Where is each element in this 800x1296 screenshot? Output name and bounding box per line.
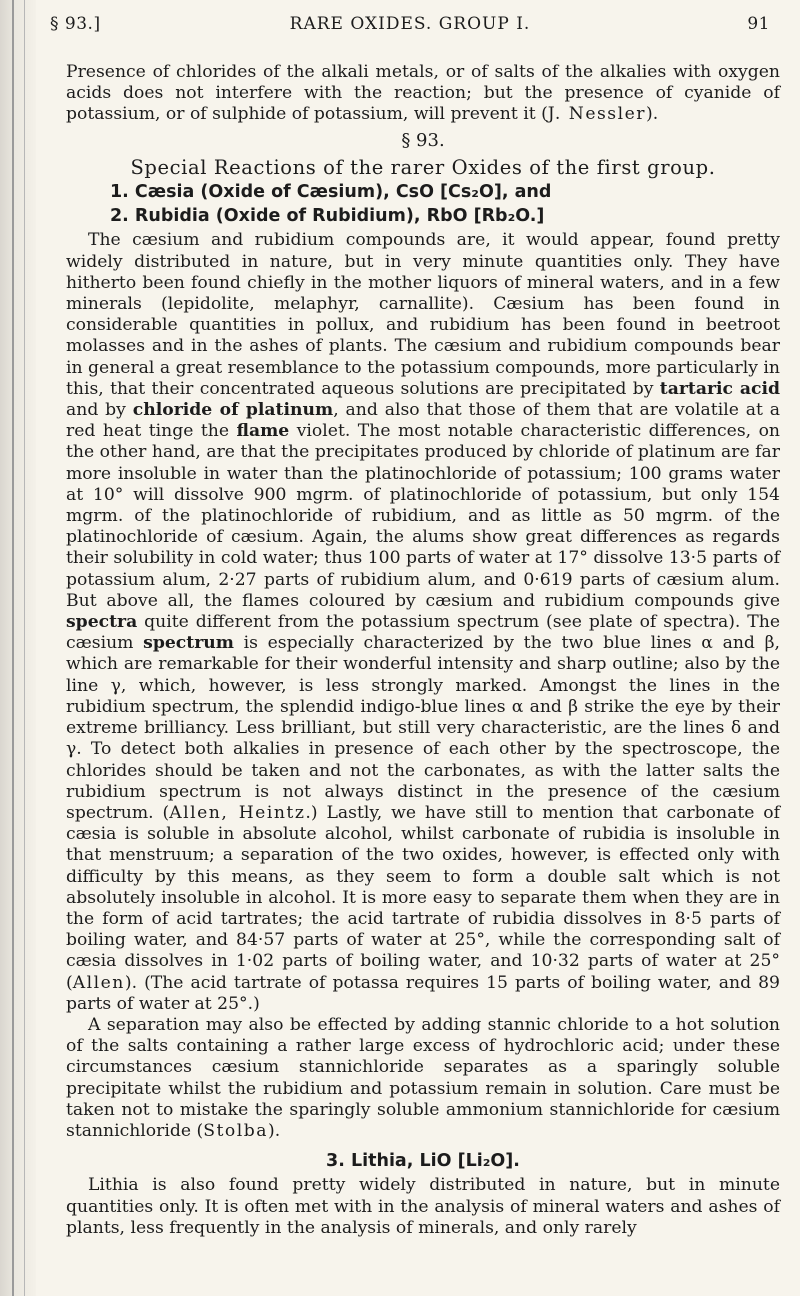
author-citation: Allen, Heintz <box>169 802 306 823</box>
paragraph-stannic-separation <box>66 1015 780 1142</box>
text-run: A separation may also be effected by adding stannic chloride to a hot solution of the salts containing a rather large excess of hydrochloric acid; under these circumstances cæsium stannichloride separates as a sparingly soluble precipitate whilst the rubidium and potassium remain in solution. Care must be taken not to mistake the sparingly soluble ammonium stannichloride for cæsium stannichloride ( <box>66 1014 780 1141</box>
text-run: , and also that those of them that are volatile at a red heat tinge the <box>66 400 780 442</box>
header-title: RARE OXIDES. GROUP I. <box>289 14 531 34</box>
bold-term: flame <box>236 421 290 442</box>
text-run: Presence of chlorides of the alkali metals, or of salts of the alkalies with oxygen acids does not interfere with the reaction; but the presence of cyanide of potassium, or of sulphide of potassium, will prevent it ( <box>66 62 780 125</box>
section-title: Special Reactions of the rarer Oxides of the first group. <box>130 155 716 179</box>
text-run: quite different from the potassium spectrum (see plate of spectra). The cæsium <box>66 612 780 654</box>
running-header <box>50 14 770 44</box>
text-run: ). (The acid tartrate of potassa requires 15 parts of boiling water, and 89 parts of water at 25°.) <box>66 972 780 1014</box>
bold-term: tartaric acid <box>659 378 781 399</box>
spine-edge-line <box>12 0 14 1296</box>
section-number: § 93. <box>401 129 445 151</box>
spacer <box>66 1142 780 1148</box>
text-run: ). <box>646 104 659 125</box>
spine-edge-line <box>24 0 25 1296</box>
text-run: .) Lastly, we have still to mention that carbonate of cæsia is soluble in absolute alcohol, whilst carbonate of rubidia is insoluble in that menstruum; a separation of the two oxides, however, is effected only with difficulty by this means, as they seem to form a double salt which is not absolutely insoluble in alcohol. It is more easy to separate them when they are in the form of acid tartrates; the acid tartrate of rubidia dissolves in 8·5 parts of boiling water, and 84·57 parts of water at 25°, while the corresponding salt of cæsia dissolves in 1·02 parts of boiling water, and 10·32 parts of water at 25° ( <box>66 802 781 993</box>
text-run: violet. The most notable characteristic differences, on the other hand, are that the precipitates produced by chloride of platinum are far more insoluble in water than the platinochloride of potassium; 100 grams water at 10° will dissolve 900 mgrm. of platinochloride of potassium, but only 154 mgrm. of the platinochloride of rubidium, and as little as 50 mgrm. of the platinochloride of cæsium. Again, the alums show great differences as regards their solubility in cold water; thus 100 parts of water at 17° dissolve 13·5 parts of potassium alum, 2·27 parts of rubidium alum, and 0·619 parts of cæsium alum. But above all, the flames coloured by cæsium and rubidium compounds give <box>66 421 780 611</box>
page-number: 91 <box>747 14 770 34</box>
bold-term: spectra <box>66 612 138 633</box>
author-citation: Stolba <box>203 1120 268 1141</box>
author-citation: Allen <box>72 972 125 993</box>
subheading-rubidia: 2. Rubidia (Oxide of Rubidium), RbO [Rb₂O.] <box>110 206 545 227</box>
intro-paragraph <box>66 62 780 126</box>
text-run: ). <box>268 1120 281 1141</box>
header-section-ref: § 93.] <box>50 14 101 34</box>
book-spine <box>0 0 36 1296</box>
subheading-caesia: 1. Cæsia (Oxide of Cæsium), CsO [Cs₂O], and <box>110 182 552 203</box>
text-run: is especially characterized by the two blue lines α and β, which are remarkable for their wonderful intensity and sharp outline; also by the line γ, which, however, is less strongly marked. Amongst the lines in the rubidium spectrum, the splendid indigo-blue lines α and β strike the eye by their extreme brilliancy. Less brilliant, but still very characteristic, are the lines δ and γ. To detect both alkalies in presence of each other by the spectroscope, the chlorides should be taken and not the carbonates, as with the latter salts the rubidium spectrum is not always distinct in the presence of the cæsium spectrum. ( <box>66 633 780 823</box>
text-run: The cæsium and rubidium compounds are, it would appear, found pretty widely distributed in nature, but in very minute quantities only. They have hitherto been found chiefly in the mother liquors of mineral waters, and in a few minerals (lepidolite, melaphyr, carnallite). Cæsium has been found in considerable quantities in pollux, and rubidium has been found in beetroot molasses and in the ashes of plants. The cæsium and rubidium compounds bear in general a great resemblance to the potassium compounds, more particularly in this, that their concentrated aqueous solutions are precipitated by <box>66 230 780 399</box>
text-run: and by <box>66 400 133 421</box>
paragraph-lithia: Lithia is also found pretty widely distributed in nature, but in minute quantities only. It is often met with in the analysis of mineral waters and ashes of plants, less frequently in the analysis of minerals, and only rarely <box>66 1175 780 1238</box>
paragraph-caesium-rubidium <box>66 230 780 1015</box>
page-body <box>66 62 780 1239</box>
subheading-lithia: 3. Lithia, LiO [Li₂O]. <box>326 1151 520 1172</box>
bold-term: spectrum <box>143 633 234 654</box>
bold-term: chloride of platinum <box>132 400 334 421</box>
author-citation: J. Nessler <box>547 104 647 125</box>
